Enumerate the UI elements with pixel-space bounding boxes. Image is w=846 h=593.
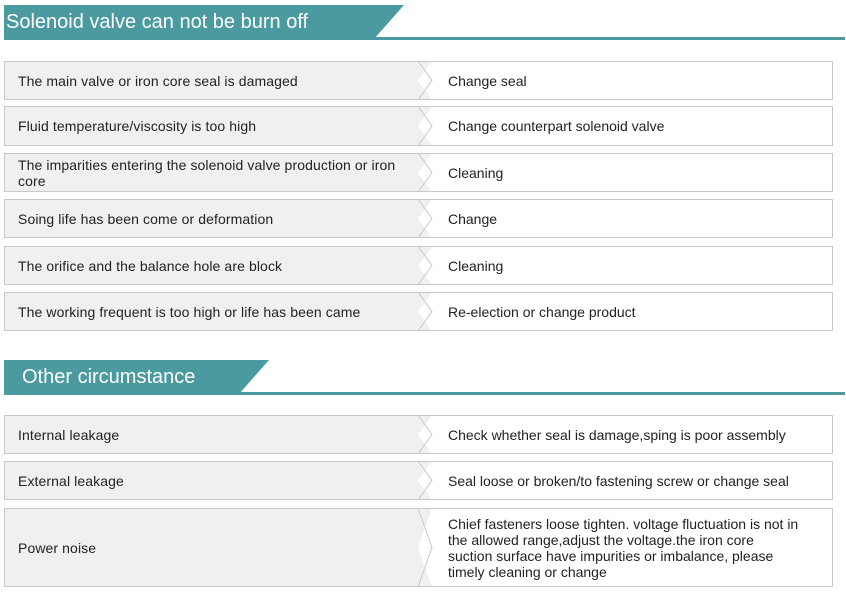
table-row bbox=[4, 199, 833, 238]
problem-cell: Power noise bbox=[5, 509, 418, 586]
problem-cell: The main valve or iron core seal is damaged bbox=[5, 62, 418, 99]
table-row bbox=[4, 61, 833, 100]
solution-cell: Seal loose or broken/to fastening screw or change seal bbox=[448, 472, 789, 489]
solution-cell: Check whether seal is damage,sping is poor assembly bbox=[448, 426, 786, 443]
solution-cell: Re-election or change product bbox=[448, 303, 636, 320]
problem-cell: The working frequent is too high or life has been came bbox=[5, 293, 418, 330]
row-arrow-icon bbox=[418, 508, 434, 587]
row-arrow-icon bbox=[418, 246, 434, 285]
table-row bbox=[4, 508, 833, 587]
row-arrow-icon bbox=[418, 106, 434, 146]
solution-cell: Cleaning bbox=[448, 164, 504, 181]
section-title-burn-off bbox=[4, 5, 374, 39]
problem-cell: Fluid temperature/viscosity is too high bbox=[5, 107, 418, 145]
row-arrow-icon bbox=[418, 61, 434, 100]
problem-cell: Soing life has been come or deformation bbox=[5, 200, 418, 237]
row-arrow-icon bbox=[418, 199, 434, 238]
row-arrow-icon bbox=[418, 415, 434, 454]
solution-cell: Change bbox=[448, 210, 498, 227]
table-row bbox=[4, 246, 833, 285]
section-divider bbox=[4, 37, 845, 40]
table-row bbox=[4, 461, 833, 500]
table-row bbox=[4, 292, 833, 331]
solution-cell: Cleaning bbox=[448, 257, 504, 274]
table-row bbox=[4, 106, 833, 146]
table-row bbox=[4, 415, 833, 454]
solution-cell: Change seal bbox=[448, 72, 527, 89]
problem-cell: External leakage bbox=[5, 462, 418, 499]
section-title-text: Solenoid valve can not be burn off bbox=[6, 11, 309, 33]
section-title-other bbox=[4, 360, 239, 394]
problem-cell: Internal leakage bbox=[5, 416, 418, 453]
section-title-text: Other circumstance bbox=[22, 366, 196, 388]
problem-cell: The imparities entering the solenoid valve production or iron core bbox=[5, 154, 418, 191]
row-arrow-icon bbox=[418, 461, 434, 500]
row-arrow-icon bbox=[418, 292, 434, 331]
solution-cell: Change counterpart solenoid valve bbox=[448, 118, 665, 134]
row-arrow-icon bbox=[418, 153, 434, 192]
problem-cell: The orifice and the balance hole are block bbox=[5, 247, 418, 284]
table-row bbox=[4, 153, 833, 192]
solution-cell: Chief fasteners loose tighten. voltage fluctuation is not in the allowed range,adjust the voltage.the iron core suction surface have impurities or imbalance, please timely cleaning or change bbox=[448, 515, 799, 580]
section-divider bbox=[4, 392, 845, 395]
